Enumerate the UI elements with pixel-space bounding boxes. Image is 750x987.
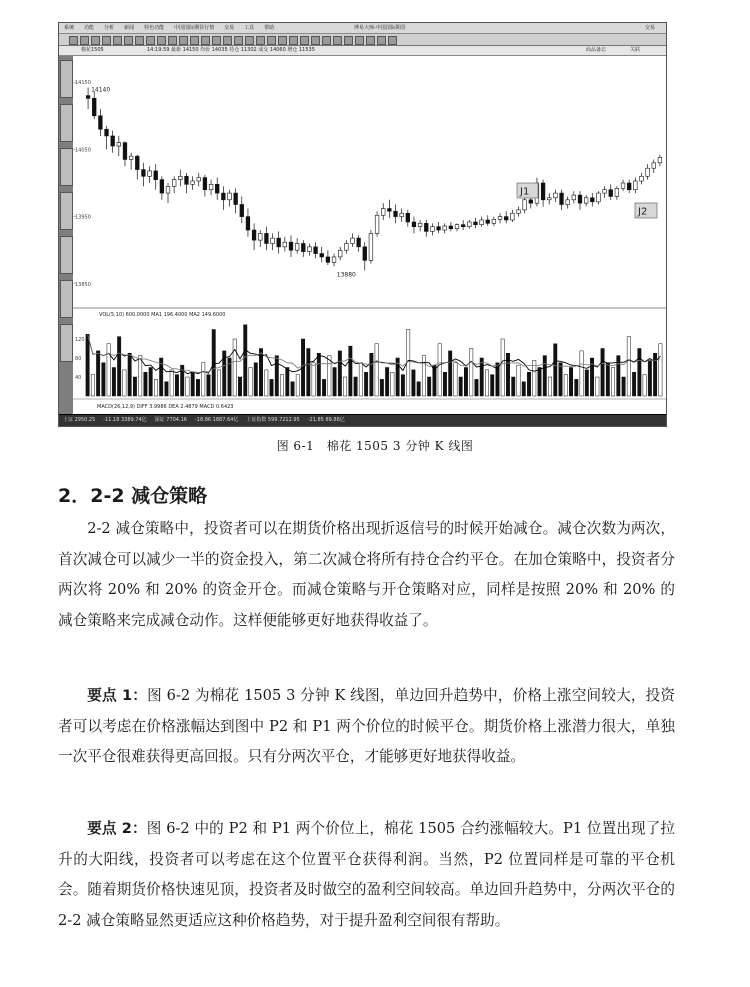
volume-bar	[401, 375, 404, 396]
volume-bar	[354, 377, 357, 396]
side-tab[interactable]	[60, 236, 73, 274]
candle-body	[258, 233, 262, 240]
volume-bar	[464, 368, 467, 397]
point-2-label: 要点 2：	[87, 820, 147, 837]
menu-item-system[interactable]: 系统	[64, 25, 75, 31]
candle-body	[443, 226, 447, 230]
volume-bar	[175, 375, 178, 396]
candle-body	[154, 171, 158, 180]
candle-body	[437, 227, 441, 230]
product-memo-button[interactable]: 商品备忘	[585, 47, 606, 53]
volume-bar	[632, 372, 635, 396]
toolbar-button[interactable]	[322, 36, 331, 45]
j1-annotation	[517, 183, 538, 198]
candle-body	[178, 176, 182, 179]
point-1-label: 要点 1：	[87, 687, 148, 704]
toolbar-button[interactable]	[124, 36, 133, 45]
volume-bar	[170, 370, 173, 396]
candle-body	[117, 143, 121, 146]
j1-label: J1	[520, 186, 530, 198]
menu-item-news[interactable]: 新闻	[124, 25, 135, 31]
volume-bar	[559, 363, 562, 396]
status-item: 上证指数 599.7212.95	[246, 417, 300, 423]
volume-bar	[128, 353, 131, 396]
toolbar-button[interactable]	[157, 36, 166, 45]
menu-bar	[59, 23, 666, 34]
volume-bar	[627, 337, 630, 396]
candle-body	[381, 209, 385, 216]
candle-body	[160, 180, 164, 193]
menu-item-tools[interactable]: 工具	[244, 25, 255, 31]
toolbar-button[interactable]	[168, 36, 177, 45]
candle-body	[609, 190, 613, 197]
candle-body	[252, 230, 256, 240]
volume-bar	[611, 368, 614, 397]
toolbar-button[interactable]	[212, 36, 221, 45]
volume-bar	[522, 382, 525, 396]
volume-bar	[569, 368, 572, 397]
volume-bar	[333, 368, 336, 397]
volume-bar	[596, 377, 599, 396]
candle-body	[584, 198, 588, 203]
volume-bar	[643, 375, 646, 396]
volume-bar	[154, 379, 157, 396]
low-price-label: 13880	[336, 271, 356, 279]
volume-bar	[96, 351, 99, 396]
price-axis-tick: 14150	[75, 80, 91, 87]
volume-bar	[417, 382, 420, 396]
volume-bar	[265, 370, 268, 396]
candle-body	[234, 193, 238, 204]
section-heading: 2．2-2 减仓策略	[58, 485, 208, 507]
toolbar-button[interactable]	[300, 36, 309, 45]
volume-bar	[370, 353, 373, 396]
candle-body	[228, 193, 232, 200]
status-item: -11.18 3389.74亿	[103, 417, 147, 423]
candle-body	[338, 250, 342, 257]
candle-body	[185, 176, 189, 184]
volume-bar	[207, 375, 210, 396]
toolbar-button[interactable]	[377, 36, 386, 45]
candle-body	[486, 220, 490, 223]
volume-bar	[217, 370, 220, 396]
candle-body	[646, 168, 650, 176]
toolbar-button[interactable]	[201, 36, 210, 45]
toolbar-button[interactable]	[113, 36, 122, 45]
candle-body	[277, 238, 281, 247]
quote-summary: 14:19:59 最新 14150 均价 14035 持仓 11302 成交 14060 增仓 11535	[147, 47, 315, 53]
volume-bar	[375, 344, 378, 396]
candle-body	[375, 215, 379, 233]
volume-bar	[123, 370, 126, 396]
volume-bar	[448, 351, 451, 396]
volume-bar	[617, 356, 620, 396]
volume-bar	[328, 356, 331, 396]
side-tab-bar	[59, 56, 74, 414]
toolbar-button[interactable]	[146, 36, 155, 45]
menu-item-analysis[interactable]: 分析	[104, 25, 115, 31]
toolbar-button[interactable]	[311, 36, 320, 45]
volume-bar	[606, 363, 609, 396]
volume-bar	[475, 379, 478, 396]
volume-bar	[307, 349, 310, 397]
menu-item-features[interactable]: 特色功能	[144, 25, 165, 31]
toolbar-button[interactable]	[366, 36, 375, 45]
candle-body	[320, 254, 324, 257]
candle-body	[529, 200, 533, 203]
candle-body	[301, 244, 305, 252]
volume-bar	[322, 379, 325, 396]
candle-body	[590, 198, 594, 202]
volume-bar	[102, 363, 105, 396]
candle-body	[203, 178, 207, 190]
candle-body	[517, 210, 521, 213]
status-bar	[59, 414, 666, 426]
candle-body	[541, 183, 545, 200]
side-tab[interactable]	[60, 60, 73, 98]
candle-body	[265, 233, 269, 243]
toolbar-button[interactable]	[179, 36, 188, 45]
volume-bar	[527, 372, 530, 396]
status-item: 深证 7704.16	[154, 417, 187, 423]
toolbar-button[interactable]	[289, 36, 298, 45]
candle-body	[222, 193, 226, 200]
candle-body	[412, 222, 416, 227]
candle-body	[615, 188, 619, 196]
paragraph-point-2	[58, 814, 675, 937]
candle-body	[603, 190, 607, 193]
candle-body	[523, 200, 527, 210]
candle-body	[197, 178, 201, 181]
volume-bar	[364, 372, 367, 396]
candle-body	[492, 219, 496, 223]
volume-bar	[296, 375, 299, 396]
volume-bar	[459, 377, 462, 396]
candle-body	[633, 181, 637, 190]
candle-body	[474, 222, 478, 225]
volume-bar	[244, 325, 247, 396]
figure-caption: 图 6-1 棉花 1505 3 分钟 K 线图	[276, 439, 474, 453]
candle-body	[86, 96, 90, 99]
candle-body	[424, 223, 428, 231]
volume-bar	[343, 377, 346, 396]
volume-bar	[648, 360, 651, 396]
candle-body	[271, 238, 275, 243]
volume-bar	[191, 372, 194, 396]
link-button[interactable]: 关联	[629, 47, 640, 53]
toolbar-button[interactable]	[388, 36, 397, 45]
candle-body	[166, 186, 170, 193]
volume-bar	[275, 356, 278, 396]
volume-axis-tick: 120	[75, 337, 85, 343]
volume-bar	[149, 368, 152, 397]
menu-item-help[interactable]: 帮助	[264, 25, 275, 31]
candle-body	[554, 193, 558, 198]
candle-body	[191, 181, 195, 184]
volume-bar	[470, 349, 473, 397]
volume-bar	[391, 372, 394, 396]
volume-bar	[359, 363, 362, 396]
candle-body	[640, 176, 644, 181]
toolbar-button[interactable]	[256, 36, 265, 45]
candle-body	[289, 242, 293, 250]
volume-bar	[601, 349, 604, 397]
candle-body	[560, 193, 564, 204]
volume-bar	[338, 351, 341, 396]
candle-body	[455, 225, 459, 229]
symbol-label: 棉花1505	[81, 47, 104, 53]
toolbar-button[interactable]	[135, 36, 144, 45]
volume-bar	[138, 356, 141, 396]
candle-body	[246, 217, 250, 230]
candle-body	[480, 220, 484, 225]
volume-bar	[133, 377, 136, 396]
volume-bar	[249, 368, 252, 397]
candle-body	[326, 257, 330, 262]
volume-bar	[233, 339, 236, 396]
volume-bar	[412, 370, 415, 396]
candle-body	[394, 211, 398, 216]
paragraph-point-1	[58, 681, 675, 773]
side-tab[interactable]	[60, 192, 73, 230]
toolbar-button[interactable]	[223, 36, 232, 45]
candle-body	[461, 225, 465, 227]
candle-body	[240, 205, 244, 217]
candle-body	[566, 200, 570, 205]
candle-body	[344, 244, 348, 251]
candle-body	[504, 217, 508, 220]
price-axis-tick: 14050	[75, 147, 91, 154]
candle-body	[578, 195, 582, 203]
candle-body	[99, 116, 103, 129]
menu-item-quotes[interactable]: 中国国际期货行情	[174, 25, 215, 31]
j2-annotation	[635, 203, 657, 218]
volume-bar	[491, 375, 494, 396]
volume-bar	[622, 377, 625, 396]
candle-body	[369, 233, 373, 260]
high-price-label: 14140	[91, 86, 111, 94]
toolbar-button[interactable]	[333, 36, 342, 45]
status-item: -18.86 1887.64亿	[194, 417, 239, 423]
status-item: -21.85 89.88亿	[307, 417, 345, 423]
candle-body	[351, 238, 355, 243]
volume-bar	[580, 351, 583, 396]
volume-bar	[554, 344, 557, 396]
volume-bar	[202, 363, 205, 396]
volume-bar	[144, 372, 147, 396]
volume-bar	[517, 365, 520, 396]
volume-bar	[512, 377, 515, 396]
volume-bar	[585, 370, 588, 396]
candle-body	[400, 213, 404, 216]
volume-bar	[548, 377, 551, 396]
volume-bar	[564, 375, 567, 396]
candle-body	[123, 143, 127, 160]
candle-body	[148, 171, 152, 176]
status-item: 上证 2950.25	[63, 417, 96, 423]
quote-info-bar	[59, 46, 666, 56]
side-tab[interactable]	[60, 280, 73, 318]
macd-label: MACD(26,12,9) DIFF 3.9986 DEA 2.4879 MACD 0.6423	[97, 404, 234, 410]
menu-item-function[interactable]: 功能	[84, 25, 95, 31]
candle-body	[406, 213, 410, 222]
candle-body	[449, 226, 453, 229]
candle-body	[142, 170, 146, 177]
candle-body	[547, 198, 551, 200]
volume-header: VOL(5,10) 600.0000 MA1 196.4000 MA2 149.6000	[99, 312, 226, 318]
volume-bar	[312, 363, 315, 396]
volume-bar	[349, 346, 352, 396]
volume-bar	[543, 356, 546, 396]
volume-bar	[427, 377, 430, 396]
candle-body	[215, 184, 219, 193]
candle-body	[308, 247, 312, 252]
candle-body	[431, 227, 435, 232]
volume-bar	[501, 339, 504, 396]
volume-axis-tick: 40	[75, 375, 82, 381]
volume-bar	[538, 368, 541, 397]
menu-item-trade[interactable]: 交易	[224, 25, 235, 31]
toolbar-button[interactable]	[344, 36, 353, 45]
volume-bar	[422, 356, 425, 396]
candle-body	[111, 136, 115, 146]
volume-bar	[112, 368, 115, 397]
volume-bar	[186, 377, 189, 396]
candle-body	[621, 183, 625, 188]
paragraph-intro: 2-2 减仓策略中，投资者可以在期货价格出现折返信号的时候开始减仓。减仓次数为两次，首次减仓可以减少一半的资金投入，第二次减仓将所有持仓合约平仓。在加仓策略中，投资者分两次将 20% 和 20% 的资金开仓。而减仓策略与开仓策略对应，同样是按照 20% 和 20% 的减仓策略来完成减仓动作。这样便能够更好地获得收益了。	[58, 520, 675, 630]
volume-bar	[480, 358, 483, 396]
j2-label: J2	[638, 206, 648, 218]
side-tab[interactable]	[60, 104, 73, 142]
toolbar-button[interactable]	[102, 36, 111, 45]
toolbar-button[interactable]	[190, 36, 199, 45]
volume-bar	[291, 382, 294, 396]
toolbar	[59, 34, 666, 46]
volume-bar	[385, 368, 388, 397]
candle-body	[658, 157, 662, 162]
volume-bar	[638, 349, 641, 397]
volume-bar	[86, 334, 89, 396]
toolbar-button[interactable]	[267, 36, 276, 45]
kline-figure	[58, 22, 667, 427]
point-2-text: 图 6-2 中的 P2 和 P1 两个价位上，棉花 1505 合约涨幅较大。P1 位置出现了拉升的大阳线，投资者可以考虑在这个位置平仓获得利润。当然，P2 位置同样是可靠的平仓机会。随着期货价格快速见顶，投资者及时做空的盈利空间较高。单边回升趋势中，分两次平仓的 2-2 减仓策略显然更适应这种价格趋势，对于提升盈利空间很有帮助。	[58, 820, 675, 930]
volume-bar	[212, 330, 215, 397]
side-tab[interactable]	[60, 324, 73, 362]
volume-bar	[91, 375, 94, 396]
candle-body	[135, 156, 139, 169]
kline-chart	[73, 56, 666, 414]
volume-bar	[254, 363, 257, 396]
volume-bar	[438, 344, 441, 396]
toolbar-button[interactable]	[69, 36, 78, 45]
volume-bar	[196, 379, 199, 396]
candle-body	[652, 163, 656, 168]
candle-body	[129, 156, 133, 159]
candle-body	[283, 242, 287, 247]
trade-button[interactable]: 交易	[644, 25, 655, 31]
price-axis-tick: 13850	[75, 281, 91, 288]
volume-bar	[317, 353, 320, 396]
toolbar-button[interactable]	[91, 36, 100, 45]
toolbar-button[interactable]	[80, 36, 89, 45]
candle-body	[597, 193, 601, 202]
candle-body	[363, 247, 367, 260]
side-tab[interactable]	[60, 148, 73, 186]
volume-bar	[380, 379, 383, 396]
candle-body	[172, 180, 176, 187]
volume-bar	[443, 372, 446, 396]
toolbar-button[interactable]	[355, 36, 364, 45]
volume-bar	[575, 379, 578, 396]
volume-bar	[659, 344, 662, 396]
candle-body	[357, 238, 361, 247]
volume-bar	[485, 370, 488, 396]
price-axis-tick: 13950	[75, 214, 91, 221]
volume-bar	[107, 344, 110, 396]
candle-body	[498, 217, 502, 220]
candle-body	[314, 247, 318, 254]
candle-body	[92, 98, 96, 115]
app-title: 博易大师-中国国际期货	[354, 25, 406, 31]
candle-body	[467, 222, 471, 227]
point-1-text: 图 6-2 为棉花 1505 3 分钟 K 线图，单边回升趋势中，价格上涨空间较大，投资者可以考虑在价格涨幅达到图中 P2 和 P1 两个价位的时候平仓。期货价格上涨潜力很大，单独一次平仓很难获得更高回报。只有分两次平仓，才能够更好地获得收益。	[58, 687, 675, 766]
candle-body	[388, 209, 392, 212]
volume-bar	[454, 363, 457, 396]
candle-body	[209, 184, 213, 189]
volume-bar	[117, 337, 120, 396]
volume-bar	[270, 379, 273, 396]
candle-body	[295, 244, 299, 251]
candle-body	[105, 129, 109, 136]
volume-bar	[286, 368, 289, 397]
toolbar-button[interactable]	[245, 36, 254, 45]
candle-body	[572, 195, 576, 200]
volume-bar	[280, 375, 283, 396]
volume-bar	[238, 377, 241, 396]
candle-body	[627, 183, 631, 190]
volume-axis-tick: 80	[75, 356, 82, 362]
volume-bar	[165, 382, 168, 396]
candle-body	[418, 223, 422, 226]
candle-body	[332, 257, 336, 262]
toolbar-button[interactable]	[234, 36, 243, 45]
toolbar-button[interactable]	[278, 36, 287, 45]
candle-body	[511, 213, 515, 220]
volume-bar	[653, 353, 656, 396]
